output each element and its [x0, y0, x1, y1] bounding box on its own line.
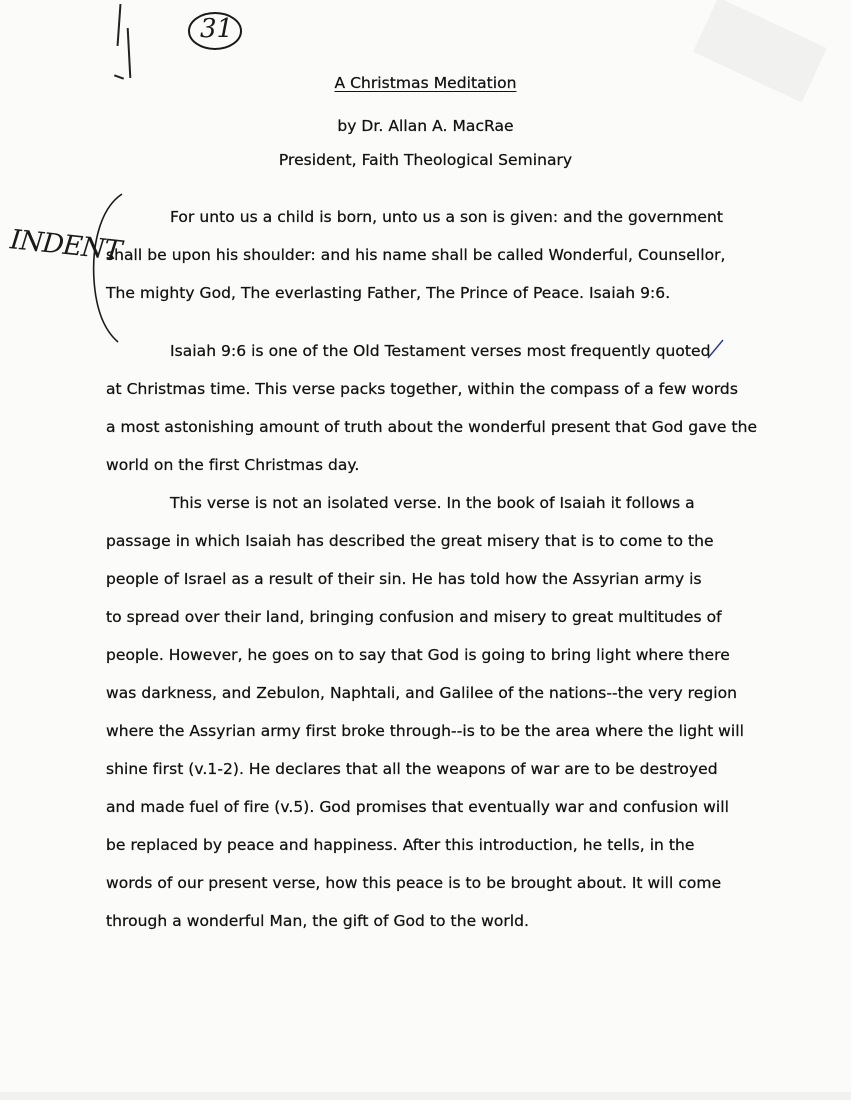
- paragraph-line: shine first (v.1-2). He declares that all the weapons of war are to be destroyed: [106, 760, 718, 778]
- handwritten-stroke-mark: [117, 4, 122, 46]
- bracket-icon: [86, 190, 126, 350]
- paragraph-line: Isaiah 9:6 is one of the Old Testament verses most frequently quoted: [170, 342, 711, 360]
- paragraph-line: people. However, he goes on to say that God is going to bring light where there: [106, 646, 730, 664]
- paragraph-line: passage in which Isaiah has described the great misery that is to come to the: [106, 532, 714, 550]
- paragraph-line: be replaced by peace and happiness. After this introduction, he tells, in the: [106, 836, 695, 854]
- author-line: by Dr. Allan A. MacRae: [337, 117, 514, 135]
- paragraph-line: to spread over their land, bringing confusion and misery to great multitudes of: [106, 608, 722, 626]
- paragraph-line: at Christmas time. This verse packs together, within the compass of a few words: [106, 380, 738, 398]
- indent-margin-note: INDENT: [8, 224, 123, 267]
- handwritten-check-mark: [706, 338, 726, 360]
- paragraph-line: words of our present verse, how this peace is to be brought about. It will come: [106, 874, 722, 892]
- author-position: President, Faith Theological Seminary: [278, 151, 573, 169]
- paragraph-line: was darkness, and Zebulon, Naphtali, and Galilee of the nations--the very region: [106, 684, 737, 702]
- document-title: A Christmas Meditation: [334, 74, 517, 92]
- paragraph-line: a most astonishing amount of truth about the wonderful present that God gave the: [106, 418, 758, 436]
- paragraph-line: through a wonderful Man, the gift of God to the world.: [106, 912, 530, 930]
- scripture-line: shall be upon his shoulder: and his name shall be called Wonderful, Counsellor,: [106, 246, 726, 264]
- paragraph-line: and made fuel of fire (v.5). God promises that eventually war and confusion will: [106, 798, 729, 816]
- scan-artifact: [0, 1092, 851, 1100]
- page-number: 31: [200, 14, 234, 44]
- paragraph-line: people of Israel as a result of their sin. He has told how the Assyrian army is: [106, 570, 702, 588]
- paragraph-line: This verse is not an isolated verse. In the book of Isaiah it follows a: [170, 494, 695, 512]
- scripture-line: For unto us a child is born, unto us a son is given: and the government: [170, 208, 723, 226]
- handwritten-stroke-mark: [127, 28, 132, 78]
- scripture-line: The mighty God, The everlasting Father, The Prince of Peace. Isaiah 9:6.: [106, 284, 671, 302]
- paragraph-line: world on the first Christmas day.: [106, 456, 360, 474]
- paragraph-line: where the Assyrian army first broke through--is to be the area where the light will: [106, 722, 744, 740]
